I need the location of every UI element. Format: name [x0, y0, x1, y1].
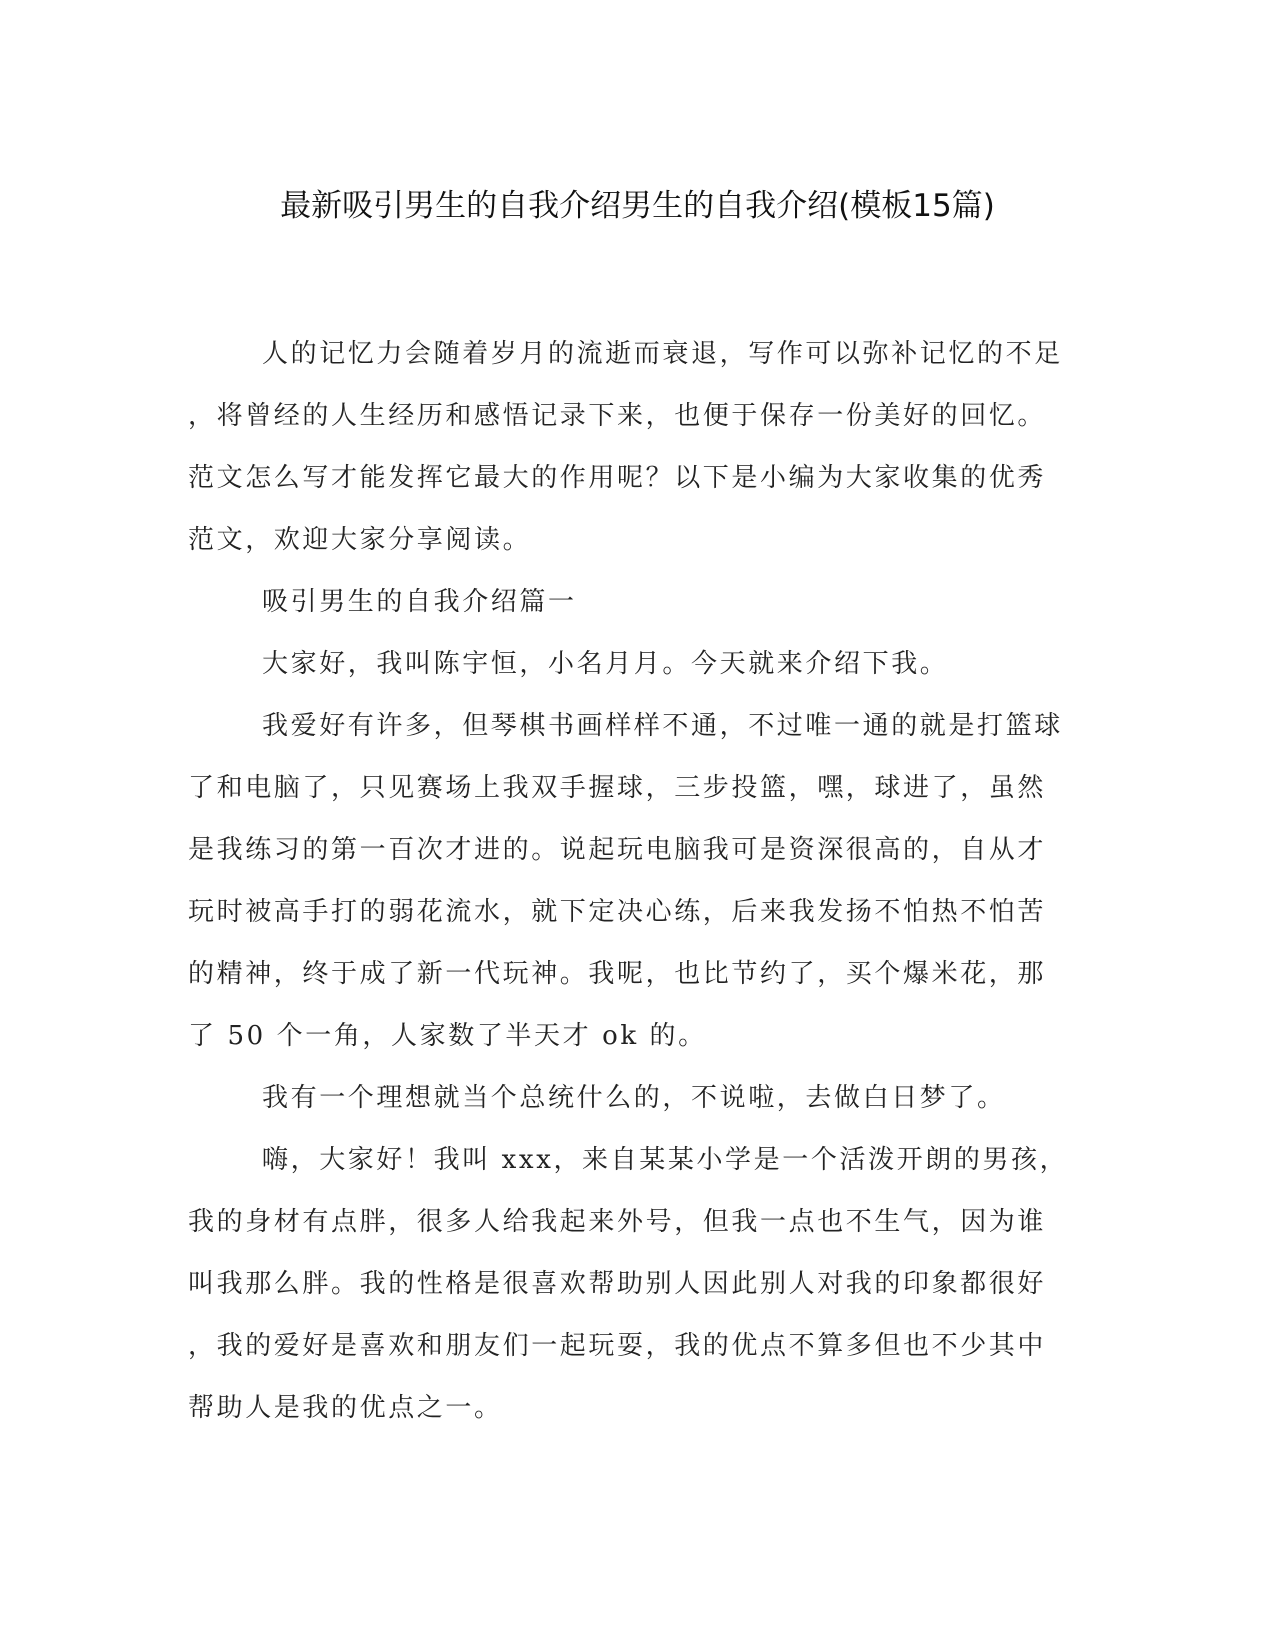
- paragraph-line: 玩时被高手打的弱花流水，就下定决心练，后来我发扬不怕热不怕苦: [188, 897, 1047, 927]
- document-title: 最新吸引男生的自我介绍男生的自我介绍(模板15篇): [280, 188, 995, 224]
- paragraph-line: 的精神，终于成了新一代玩神。我呢，也比节约了，买个爆米花，那: [188, 959, 1047, 989]
- paragraph-line: 嗨，大家好！我叫 xxx，来自某某小学是一个活泼开朗的男孩，: [262, 1145, 1069, 1175]
- paragraph-line: 了 50 个一角，人家数了半天才 ok 的。: [188, 1021, 707, 1051]
- paragraph-line: 人的记忆力会随着岁月的流逝而衰退，写作可以弥补记忆的不足: [262, 339, 1063, 369]
- paragraph-line: 大家好，我叫陈宇恒，小名月月。今天就来介绍下我。: [262, 649, 949, 679]
- paragraph-line: ，将曾经的人生经历和感悟记录下来，也便于保存一份美好的回忆。: [188, 401, 1047, 431]
- paragraph-line: 范文怎么写才能发挥它最大的作用呢？以下是小编为大家收集的优秀: [188, 463, 1047, 493]
- paragraph-line: ，我的爱好是喜欢和朋友们一起玩耍，我的优点不算多但也不少其中: [188, 1331, 1047, 1361]
- paragraph-line: 是我练习的第一百次才进的。说起玩电脑我可是资深很高的，自从才: [188, 835, 1047, 865]
- paragraph-line: 我有一个理想就当个总统什么的，不说啦，去做白日梦了。: [262, 1083, 1006, 1113]
- paragraph-line: 我爱好有许多，但琴棋书画样样不通，不过唯一通的就是打篮球: [262, 711, 1063, 741]
- section-heading: 吸引男生的自我介绍篇一: [262, 587, 577, 617]
- paragraph-line: 范文，欢迎大家分享阅读。: [188, 525, 532, 555]
- paragraph-line: 叫我那么胖。我的性格是很喜欢帮助别人因此别人对我的印象都很好: [188, 1269, 1047, 1299]
- paragraph-line: 我的身材有点胖，很多人给我起来外号，但我一点也不生气，因为谁: [188, 1207, 1047, 1237]
- paragraph-line: 了和电脑了，只见赛场上我双手握球，三步投篮，嘿，球进了，虽然: [188, 773, 1047, 803]
- paragraph-line: 帮助人是我的优点之一。: [188, 1393, 503, 1423]
